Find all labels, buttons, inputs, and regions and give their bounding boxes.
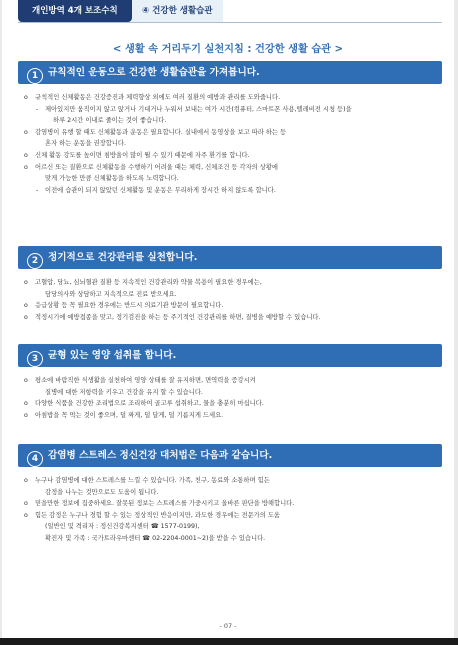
- line-text: (일반인 및 격리자 : 정신건강복지센터 ☎ 1577-0199),: [45, 523, 200, 531]
- section-number: 1: [27, 68, 43, 84]
- line-text: 하루 2시간 이내로 줄이는 것이 좋습니다.: [53, 117, 167, 125]
- bullet-item: [18, 375, 442, 387]
- section-body: [18, 375, 442, 421]
- section-title: 균형 있는 영양 섭취를 합니다.: [48, 350, 177, 361]
- line-text: 확진자 및 가족 : 국가트라우마센터 ☎ 02-2204-0001~2)을 받을 수 있습니다.: [45, 534, 266, 542]
- bullet-icon: o: [24, 128, 28, 136]
- bullet-icon: o: [24, 400, 28, 408]
- line-text: 누구나 감염병에 대한 스트레스를 느낄 수 있습니다. 가족, 친구, 동료와 소통하며 힘든: [35, 477, 270, 484]
- bullet-icon: o: [24, 279, 28, 286]
- sub-item: [18, 104, 442, 116]
- section-title: 정기적으로 건강관리를 실천합니다.: [48, 252, 198, 263]
- section-number: 4: [27, 451, 43, 467]
- line-text: 응급상황 등 꼭 필요한 경우에는 반드시 의료기관 방문이 필요합니다.: [35, 302, 224, 310]
- section-number: 3: [27, 351, 43, 367]
- bullet-item: [18, 162, 442, 174]
- section-mental-health: [18, 444, 442, 545]
- line-text: 혼자 하는 운동을 권장합니다.: [45, 140, 126, 148]
- bullet-item: [18, 410, 442, 422]
- section-body: [18, 277, 442, 323]
- line-text: 규칙적인 신체활동은 건강증진과 체력향상 외에도 여러 질환의 예방과 관리를 도와줍니다.: [35, 94, 281, 101]
- section-title-bar: [18, 246, 442, 269]
- section-number: 2: [27, 253, 43, 269]
- section-title-bar: [18, 344, 442, 367]
- section-nutrition: [18, 344, 442, 421]
- bullet-icon: o: [24, 313, 28, 321]
- item-continuation: [18, 138, 442, 150]
- page-subtitle: < 생활 속 거리두기 실천지침 : 건강한 생활 습관 >: [112, 44, 344, 55]
- header-tag: 개인방역 4개 보조수칙: [18, 0, 132, 22]
- line-text: 질병에 대한 저항력을 키우고 건강을 유지 할 수 있습니다.: [45, 388, 203, 396]
- header-section-tag: ④ 건강한 생활습관: [132, 0, 223, 22]
- bullet-icon: o: [24, 477, 28, 484]
- bullet-item: [18, 277, 442, 289]
- line-text: 신체 활동 강도를 높이면 침방울이 많이 튈 수 있기 때문에 자주 환기를 합니다.: [35, 151, 250, 159]
- section-title-bar: [18, 61, 442, 84]
- bullet-icon: o: [24, 377, 28, 384]
- line-text: 제아있지만 움직이지 않고 앉거나 기대거나 누워서 보내는 여가 시간(컴퓨터, 스마트폰 사용,텔레비전 시청 등)을: [45, 105, 352, 113]
- bullet-icon: o: [24, 94, 28, 101]
- item-continuation: [18, 387, 442, 399]
- section-title: 감염병 스트레스 정신건강 대처법은 다음과 같습니다.: [48, 450, 273, 461]
- bullet-item: [18, 475, 442, 487]
- bullet-icon: o: [24, 511, 28, 519]
- line-text: 다양한 식품을 건강한 조리법으로 조리하여 골고루 섭취하고, 물을 충분히 마십니다.: [35, 400, 264, 408]
- line-text: 감정을 나누는 것만으로도 도움이 됩니다.: [45, 488, 159, 496]
- line-text: 힘든 감정은 누구나 경험 할 수 있는 정상적인 반응이지만, 과도한 경우에는 전문가의 도움: [35, 511, 281, 519]
- line-text: 담당의사와 상담하고 지속적으로 진료 받으세요.: [45, 290, 177, 298]
- item-continuation: [18, 173, 442, 185]
- section-body: [18, 475, 442, 545]
- bullet-icon: o: [24, 500, 28, 508]
- bullet-item: [18, 92, 442, 104]
- bullet-item: [18, 312, 442, 324]
- item-continuation: [18, 533, 442, 545]
- bullet-item: [18, 398, 442, 410]
- document-page: [2, 0, 454, 638]
- section-exercise: [18, 61, 442, 196]
- section-health-management: [18, 246, 442, 323]
- bullet-icon: o: [24, 163, 28, 171]
- header-divider: [18, 22, 442, 23]
- line-text: 아침밥을 꼭 먹는 것이 좋으며, 덜 짜게, 덜 달게, 덜 기름지게 드세요.: [35, 411, 224, 419]
- line-text: 고혈압, 당뇨, 심뇌혈관 질환 등 지속적인 건강관리와 약물 복용이 필요한 경우에는,: [35, 279, 262, 286]
- bullet-item: [18, 150, 442, 162]
- sub-item: [18, 185, 442, 197]
- item-continuation: [18, 487, 442, 499]
- line-text: 이전에 습관이 되지 않았던 신체활동 및 운동은 무리하게 장시간 하지 않도록 합니다.: [45, 186, 276, 194]
- sub-continuation: [18, 115, 442, 127]
- line-text: 어르신 또는 질환으로 신체활동을 수행하기 어려울 때는 체력, 신체조건 등 각자의 상황에: [35, 163, 278, 171]
- bullet-icon: o: [24, 302, 28, 310]
- page-shadow: [0, 638, 458, 645]
- section-title: 규칙적인 운동으로 건강한 생활습관을 가져봅니다.: [48, 67, 260, 78]
- bullet-icon: o: [24, 151, 28, 159]
- header-bar: [2, 0, 454, 24]
- item-continuation: [18, 289, 442, 301]
- dash-icon: -: [36, 105, 39, 113]
- line-text: 평소에 바람직한 식생활을 실천하여 영양 상태를 잘 유지하면, 면역력을 증강시켜: [35, 377, 256, 384]
- dash-icon: -: [36, 186, 39, 194]
- bullet-item: [18, 300, 442, 312]
- page-number: - 07 -: [219, 622, 237, 630]
- bullet-item: [18, 127, 442, 139]
- item-continuation: [18, 521, 442, 533]
- section-title-bar: [18, 444, 442, 467]
- line-text: 적정시기에 예방접종을 맞고, 정기검진을 하는 등 주기적인 건강관리를 하면, 질병을 예방할 수 있습니다.: [35, 313, 321, 321]
- line-text: 맞게 가능한 만큼 신체활동을 하도록 노력합니다.: [45, 175, 179, 183]
- bullet-icon: o: [24, 411, 28, 419]
- bullet-item: [18, 498, 442, 510]
- line-text: 감염병이 유행 할 때도 신체활동과 운동은 필요합니다. 실내에서 동영상을 보고 따라 하는 등: [35, 128, 287, 136]
- line-text: 믿을만한 정보에 집중하세요. 잘못된 정보는 스트레스를 가중시키고 올바른 판단을 방해합니다.: [35, 500, 295, 508]
- bullet-item: [18, 510, 442, 522]
- section-body: [18, 92, 442, 196]
